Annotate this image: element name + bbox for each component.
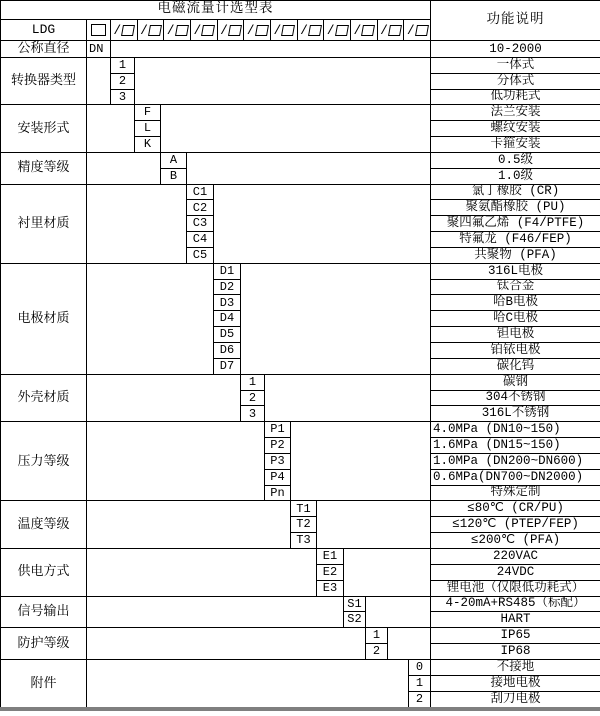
spacer-cell [161,105,431,153]
blank-box-icon [255,25,269,36]
option-code: F [135,105,161,121]
spacer-cell [87,263,214,374]
function-column-header: 功能说明 [431,1,600,41]
option-code: 1 [366,628,388,644]
spacer-cell [87,596,344,628]
option-code: T3 [291,533,317,549]
option-row [1,184,600,200]
option-code: 2 [409,691,431,709]
option-description: 特殊定制 [431,485,600,501]
spacer-cell [111,41,431,57]
option-description: IP68 [431,644,600,660]
option-row [1,596,600,612]
option-description: 哈C电极 [431,311,600,327]
option-description: 共聚物 (PFA) [431,247,600,263]
model-first-box-cell [87,20,111,41]
group-label: 电极材质 [1,263,87,374]
spacer-cell [135,57,431,105]
option-description: 刮刀电极 [431,691,600,709]
option-description: 接地电极 [431,675,600,691]
slash-glyph: / [166,22,175,38]
option-description: 低功耗式 [431,89,600,105]
option-groups [1,41,600,709]
option-description: 碳钢 [431,374,600,390]
spacer-cell [87,57,111,105]
option-description: 304不锈钢 [431,390,600,406]
option-row [1,57,600,73]
option-code: D4 [214,311,241,327]
slash-glyph: / [246,22,255,38]
option-description: 铂铱电极 [431,343,600,359]
spacer-cell [388,628,431,660]
option-description: 1.0级 [431,168,600,184]
group-label: 公称直径 [1,41,87,57]
option-code: P3 [265,453,291,469]
option-description: 220VAC [431,548,600,564]
option-code: T2 [291,517,317,533]
option-description: 0.5级 [431,152,600,168]
spacer-cell [87,628,366,660]
slash-glyph: / [406,22,415,38]
option-code: C3 [187,216,214,232]
option-description: ≤200℃ (PFA) [431,533,600,549]
blank-box-icon [228,25,242,36]
option-description: IP65 [431,628,600,644]
option-row [1,422,600,438]
spacer-cell [87,152,161,184]
option-code: D2 [214,279,241,295]
option-description: ≤120℃ (PTEP/FEP) [431,517,600,533]
group-label: 精度等级 [1,152,87,184]
slash-glyph: / [300,22,308,38]
option-code: 2 [366,644,388,660]
spacer-cell [366,596,431,628]
option-code: P1 [265,422,291,438]
option-description: 卡箍安装 [431,137,600,153]
group-label: 外壳材质 [1,374,87,422]
title-row [1,1,600,20]
slash-glyph: / [380,22,388,38]
spacer-cell [87,184,187,263]
option-row [1,501,600,517]
blank-box-icon [121,25,135,36]
option-code: 1 [111,57,135,73]
option-code: 1 [241,374,265,390]
option-code: D3 [214,295,241,311]
spacer-cell [344,548,431,596]
option-code: Pn [265,485,291,501]
option-description: 不接地 [431,659,600,675]
group-label: 衬里材质 [1,184,87,263]
option-code: P4 [265,469,291,485]
option-description: 聚氨酯橡胶 (PU) [431,200,600,216]
option-description: 特氟龙 (F46/FEP) [431,232,600,248]
option-description: 4-20mA+RS485（标配） [431,596,600,612]
option-code: D5 [214,327,241,343]
slash-glyph: / [140,22,148,38]
group-label: 信号输出 [1,596,87,628]
option-code: T1 [291,501,317,517]
model-prefix-cell: LDG [1,20,87,41]
option-row [1,263,600,279]
spacer-cell [214,184,431,263]
option-code: D7 [214,358,241,374]
spacer-cell [87,548,317,596]
spacer-cell [87,422,265,501]
option-code: B [161,168,187,184]
spacer-cell [241,263,431,374]
option-description: 316L电极 [431,263,600,279]
blank-box-icon [175,25,189,36]
model-code-box-slot [271,20,298,40]
blank-box-icon [388,25,402,36]
option-code: C5 [187,247,214,263]
option-code: DN [87,41,111,57]
spacer-cell [317,501,431,549]
option-description: 聚四氟乙烯 (F4/PTFE) [431,216,600,232]
option-description: 法兰安装 [431,105,600,121]
spacer-cell [87,105,135,153]
option-description: 10-2000 [431,41,600,57]
group-label: 温度等级 [1,501,87,549]
blank-box-icon [201,25,215,36]
option-description: 碳化钨 [431,358,600,374]
blank-box-icon [308,25,322,36]
option-code: E3 [317,580,344,596]
model-code-box-slot [298,20,325,40]
group-label: 附件 [1,659,87,709]
option-description: 锂电池（仅限低功耗式） [431,580,600,596]
option-description: 316L不锈钢 [431,406,600,422]
slash-glyph: / [326,22,335,38]
model-code-box-slot [351,20,378,40]
option-description: 1.0MPa (DN200~DN600) [431,453,600,469]
group-label: 转换器类型 [1,57,87,105]
option-description: HART [431,612,600,628]
option-code: D6 [214,343,241,359]
slash-glyph: / [113,22,122,38]
option-code: K [135,137,161,153]
option-description: 钛合金 [431,279,600,295]
spacer-cell [187,152,431,184]
option-description: ≤80℃ (CR/PU) [431,501,600,517]
option-code: E2 [317,564,344,580]
blank-box-icon [281,25,295,36]
option-row [1,41,600,57]
option-code: C1 [187,184,214,200]
option-code: 2 [111,73,135,89]
blank-box-icon [361,25,375,36]
option-code: 1 [409,675,431,691]
model-code-box-slot [378,20,405,40]
group-label: 供电方式 [1,548,87,596]
option-code: D1 [214,263,241,279]
model-code-box-slot [191,20,218,40]
option-code: 3 [111,89,135,105]
slash-glyph: / [273,22,282,38]
option-code: C2 [187,200,214,216]
group-label: 防护等级 [1,628,87,660]
spacer-cell [291,422,431,501]
option-description: 一体式 [431,57,600,73]
model-code-box-slot [164,20,191,40]
blank-box-icon [148,25,162,36]
blank-box-icon [415,25,429,36]
option-code: 0 [409,659,431,675]
option-description: 分体式 [431,73,600,89]
option-code: E1 [317,548,344,564]
option-description: 4.0MPa (DN10~150) [431,422,600,438]
slash-glyph: / [353,22,362,38]
option-code: L [135,121,161,137]
option-description: 24VDC [431,564,600,580]
model-code-boxes-cell [111,20,431,41]
blank-box-icon [91,24,106,36]
option-row [1,152,600,168]
spacer-cell [265,374,431,422]
model-code-box-slot [324,20,351,40]
spacer-cell [87,374,241,422]
model-code-box-slot [404,20,430,40]
option-description: 螺纹安装 [431,121,600,137]
spacer-cell [87,501,291,549]
model-code-box-slot [244,20,271,40]
option-code: S2 [344,612,366,628]
model-code-box-slot [111,20,138,40]
group-label: 安装形式 [1,105,87,153]
option-row [1,374,600,390]
option-description: 0.6MPa(DN700~DN2000) [431,469,600,485]
option-row [1,628,600,644]
option-row [1,659,600,675]
slash-glyph: / [220,22,228,38]
option-description: 哈B电极 [431,295,600,311]
option-code: C4 [187,232,214,248]
option-code: 3 [241,406,265,422]
spacer-cell [87,659,409,709]
model-code-box-slot [138,20,165,40]
blank-box-icon [335,25,349,36]
option-code: P2 [265,438,291,454]
group-label: 压力等级 [1,422,87,501]
option-description: 1.6MPa (DN15~150) [431,438,600,454]
option-code: 2 [241,390,265,406]
option-row [1,105,600,121]
option-description: 氯丁橡胶 (CR) [431,184,600,200]
option-description: 钽电极 [431,327,600,343]
option-code: S1 [344,596,366,612]
option-code: A [161,152,187,168]
option-row [1,548,600,564]
model-code-box-slot [218,20,245,40]
slash-glyph: / [193,22,202,38]
table-title: 电磁流量计选型表 [1,1,431,20]
model-code-boxes [111,20,430,40]
